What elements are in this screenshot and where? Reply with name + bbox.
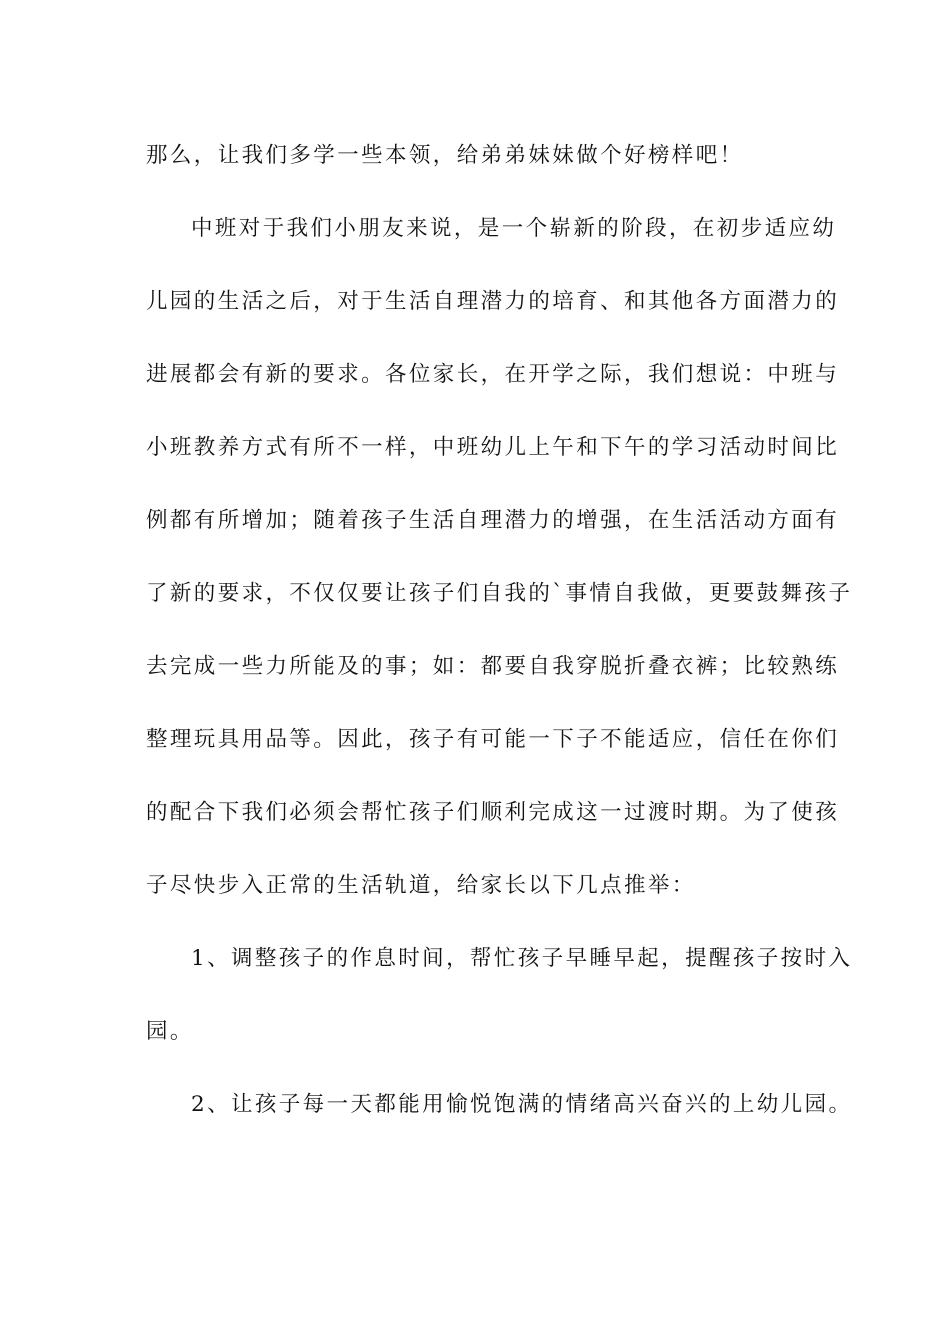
list-item-1-continuation: 园。: [146, 1019, 194, 1044]
list-item-2-line: 2、让孩子每一天都能用愉悦饱满的情绪高兴奋兴的上幼儿园。: [191, 1092, 853, 1117]
paragraph-first-line: 中班对于我们小朋友来说，是一个崭新的阶段，在初步适应幼: [191, 216, 837, 241]
text-line: 那么，让我们多学一些本领，给弟弟妹妹做个好榜样吧！: [146, 143, 744, 168]
list-item-1-line: 1、调整孩子的作息时间，帮忙孩子早睡早起，提醒孩子按时入: [191, 946, 853, 971]
text-line: 了新的要求，不仅仅要让孩子们自我的`事情自我做，更要鼓舞孩子: [146, 581, 853, 606]
text-line: 的配合下我们必须会帮忙孩子们顺利完成这一过渡时期。为了使孩: [146, 800, 840, 825]
text-line: 子尽快步入正常的生活轨道，给家长以下几点推举：: [146, 873, 696, 898]
text-line: 整理玩具用品等。因此，孩子有可能一下子不能适应，信任在你们: [146, 727, 840, 752]
text-line: 进展都会有新的要求。各位家长，在开学之际，我们想说：中班与: [146, 362, 840, 387]
text-line: 儿园的生活之后，对于生活自理潜力的培育、和其他各方面潜力的: [146, 289, 840, 314]
text-line: 例都有所增加；随着孩子生活自理潜力的增强，在生活活动方面有: [146, 508, 840, 533]
text-line: 去完成一些力所能及的事；如：都要自我穿脱折叠衣裤；比较熟练: [146, 654, 840, 679]
text-line: 小班教养方式有所不一样，中班幼儿上午和下午的学习活动时间比: [146, 435, 840, 460]
